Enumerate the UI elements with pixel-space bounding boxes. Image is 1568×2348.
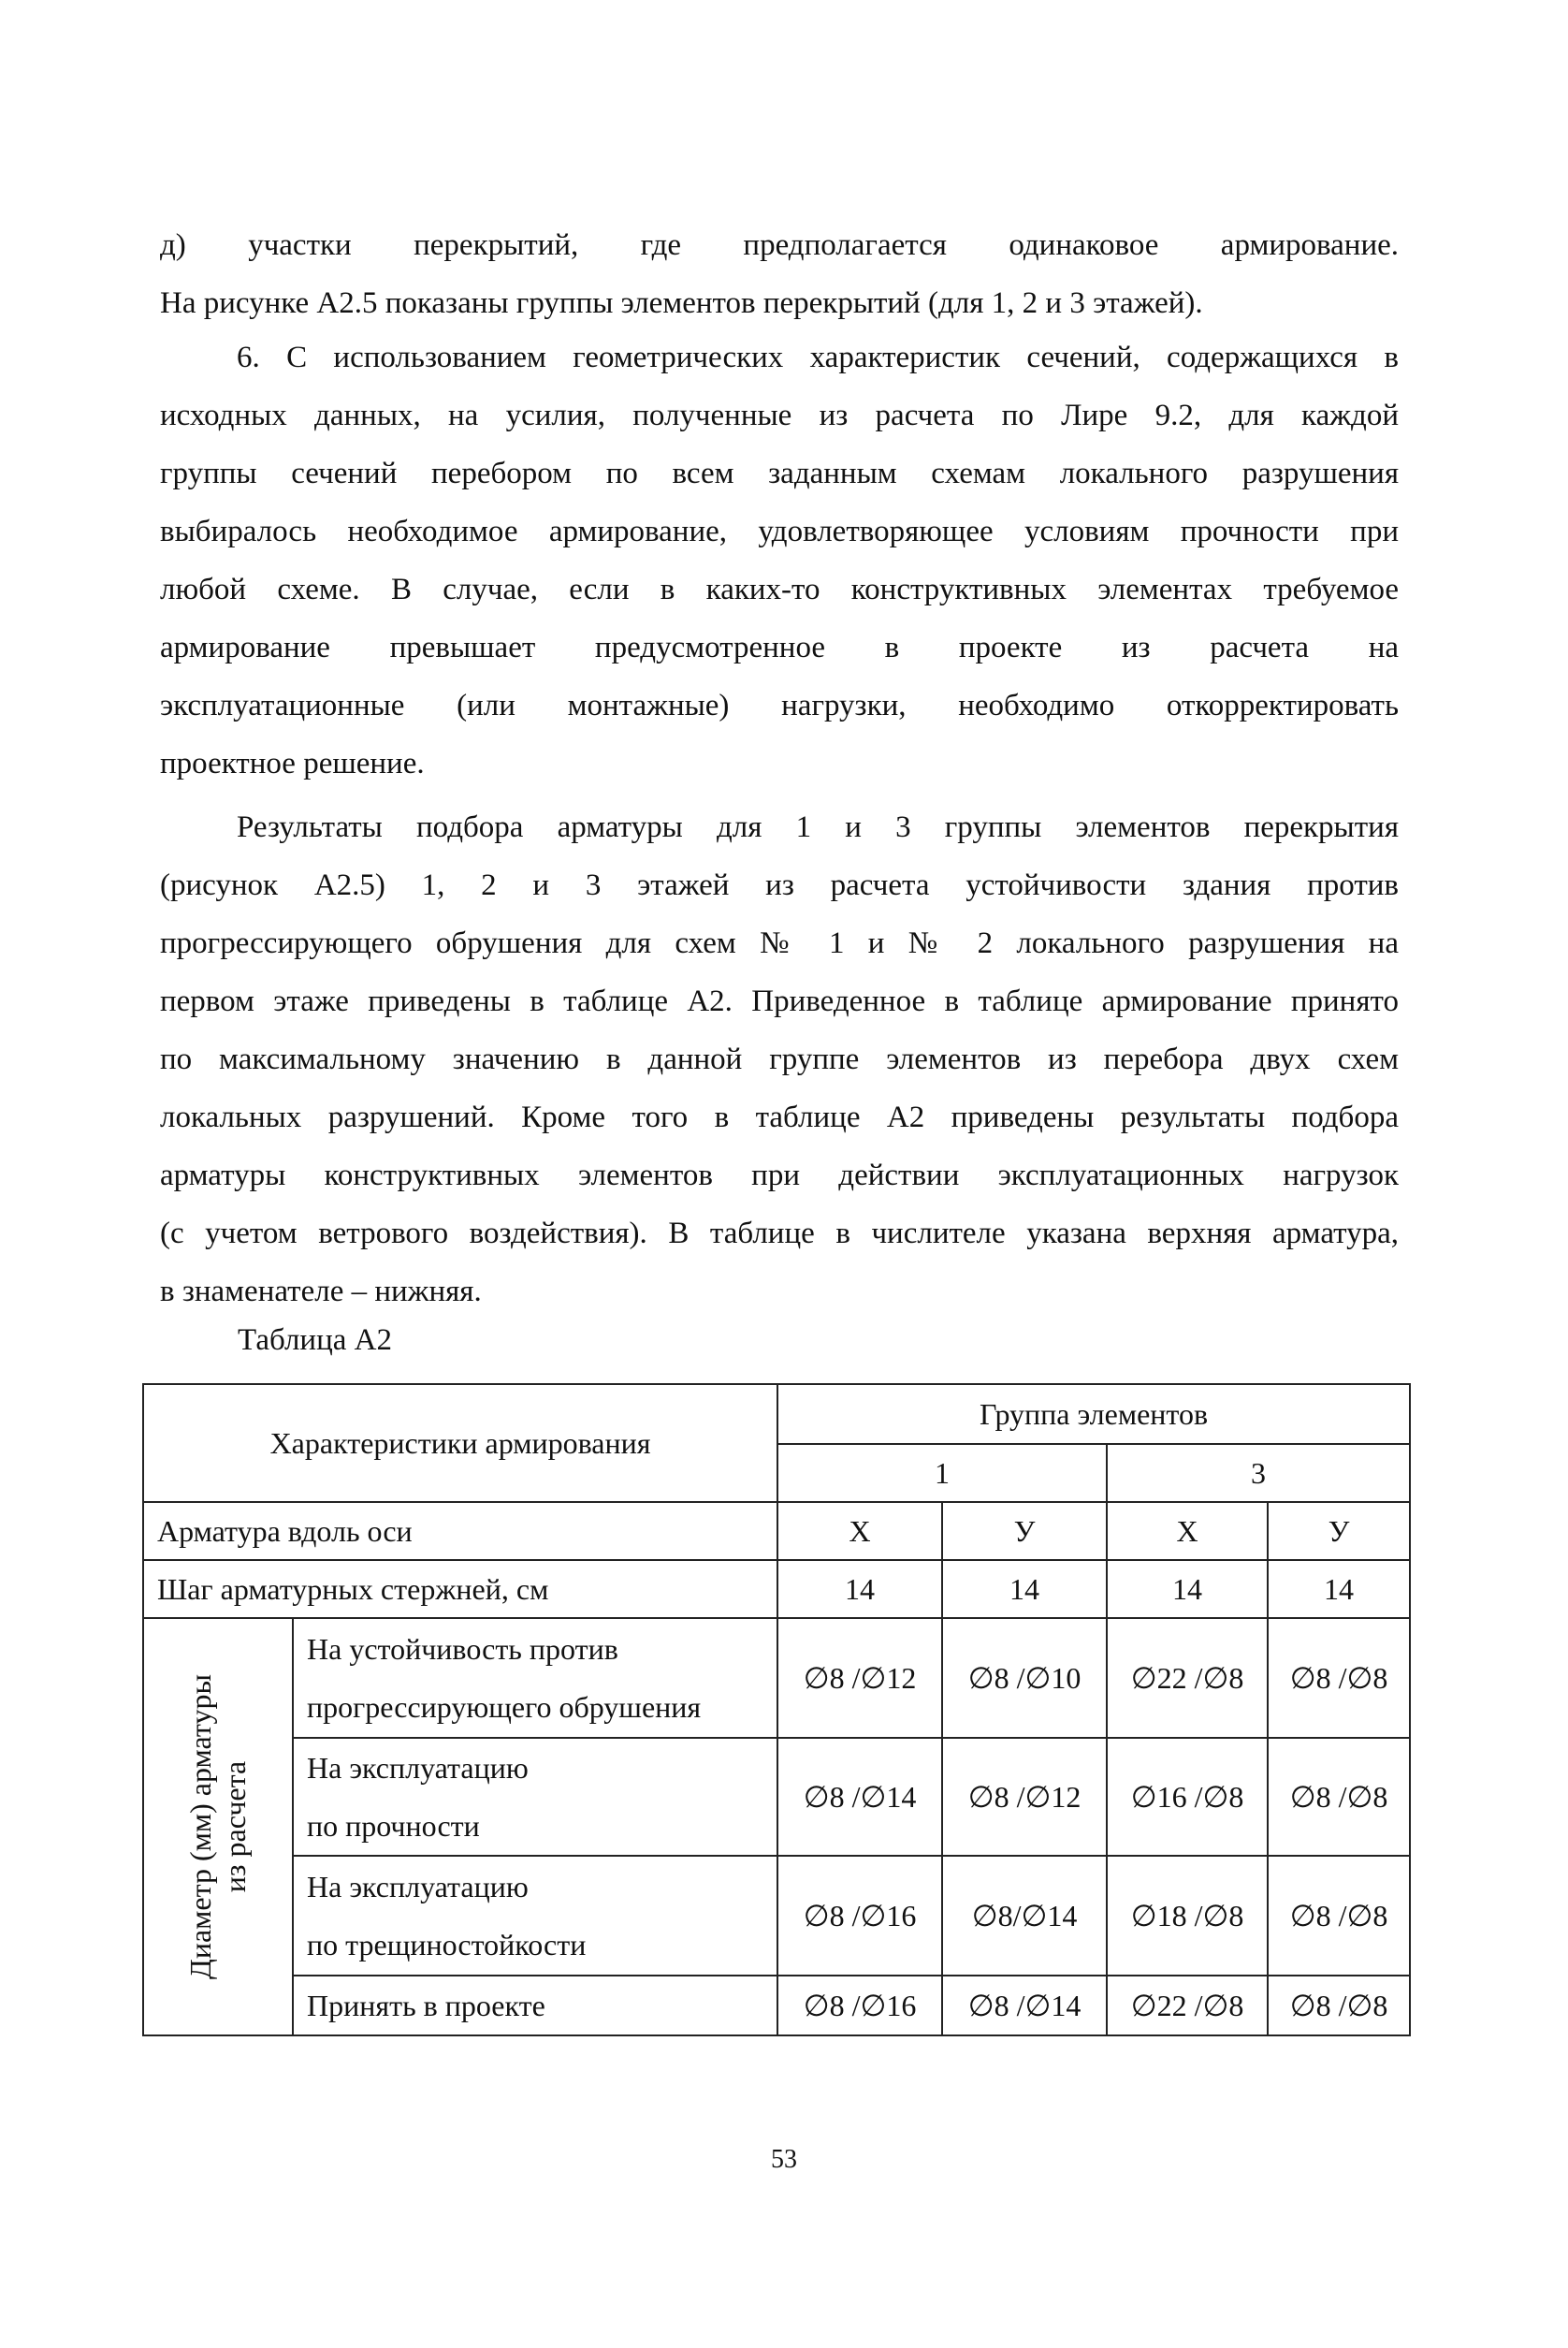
paragraph-6 xyxy=(160,328,1399,793)
text-line: (рисунок А2.5) 1, 2 и 3 этажей из расчета устойчивости здания против xyxy=(160,868,1399,902)
axis-row-label: Арматура вдоль оси xyxy=(143,1502,777,1560)
table-cell: Х xyxy=(1107,1502,1268,1560)
reinforcement-table xyxy=(142,1383,1411,2036)
text-line: проектное решение. xyxy=(160,747,425,780)
text-line: прогрессирующего обрушения для схем № 1 и № 2 локального разрушения на xyxy=(160,926,1399,960)
table-cell: 14 xyxy=(1268,1560,1410,1618)
text-line: группы сечений перебором по всем заданным схемам локального разрушения xyxy=(160,457,1399,490)
row-label-stability xyxy=(293,1618,777,1738)
diameter-label-line-1: Диаметр (мм) арматуры xyxy=(183,1674,217,1979)
table-cell: ∅16 /∅8 xyxy=(1107,1738,1268,1856)
text-line: Результаты подбора арматуры для 1 и 3 группы элементов перекрытия xyxy=(237,810,1399,844)
diameter-label xyxy=(183,1674,253,1979)
row-label-line: На эксплуатацию xyxy=(307,1751,529,1785)
text-line: арматуры конструктивных элементов при действии эксплуатационных нагрузок xyxy=(160,1159,1399,1192)
table-cell: ∅8 /∅8 xyxy=(1268,1976,1410,2035)
table-cell: ∅18 /∅8 xyxy=(1107,1856,1268,1976)
table-cell: ∅8 /∅10 xyxy=(942,1618,1107,1738)
table-cell: ∅8 /∅16 xyxy=(777,1976,942,2035)
text-line: по максимальному значению в данной группе элементов из перебора двух схем xyxy=(160,1043,1399,1076)
table-cell: ∅22 /∅8 xyxy=(1107,1976,1268,2035)
text-line: любой схеме. В случае, если в каких-то конструктивных элементах требуемое xyxy=(160,573,1399,606)
row-label-line: по трещиностойкости xyxy=(307,1928,587,1962)
row-label-line: по прочности xyxy=(307,1809,480,1843)
row-label-line: прогрессирующего обрушения xyxy=(307,1690,702,1724)
row-label-crack-resistance xyxy=(293,1856,777,1976)
paragraph-results xyxy=(160,798,1399,1320)
text-line: первом этаже приведены в таблице А2. Приведенное в таблице армирование принято xyxy=(160,984,1399,1018)
text-line: (с учетом ветрового воздействия). В таблице в числителе указана верхняя арматура, xyxy=(160,1217,1399,1250)
step-row-label: Шаг арматурных стержней, см xyxy=(143,1560,777,1618)
table-cell: ∅8 /∅16 xyxy=(777,1856,942,1976)
text-line: На рисунке А2.5 показаны группы элементов перекрытий (для 1, 2 и 3 этажей). xyxy=(160,286,1203,320)
text-line: исходных данных, на усилия, полученные из расчета по Лире 9.2, для каждой xyxy=(160,399,1399,432)
table-cell: ∅8 /∅14 xyxy=(942,1976,1107,2035)
table-cell: ∅8 /∅8 xyxy=(1268,1738,1410,1856)
table-cell: ∅8/∅14 xyxy=(942,1856,1107,1976)
table-cell: ∅8 /∅8 xyxy=(1268,1618,1410,1738)
row-label-strength xyxy=(293,1738,777,1856)
table-cell: ∅8 /∅12 xyxy=(942,1738,1107,1856)
text-line: локальных разрушений. Кроме того в таблице А2 приведены результаты подбора xyxy=(160,1101,1399,1134)
table-cell: 14 xyxy=(942,1560,1107,1618)
page-number: 53 xyxy=(771,2145,797,2174)
table-cell: 14 xyxy=(1107,1560,1268,1618)
table-cell: 14 xyxy=(777,1560,942,1618)
text-line: выбиралось необходимое армирование, удовлетворяющее условиям прочности при xyxy=(160,515,1399,548)
text-line: 6. С использованием геометрических характеристик сечений, содержащихся в xyxy=(237,341,1399,374)
row-label-line: На устойчивость против xyxy=(307,1632,618,1666)
diameter-label-line-2: из расчета xyxy=(218,1760,252,1893)
header-group: Группа элементов xyxy=(777,1384,1410,1444)
row-label-accept: Принять в проекте xyxy=(293,1976,777,2035)
table-cell: ∅22 /∅8 xyxy=(1107,1618,1268,1738)
header-group-1: 1 xyxy=(777,1444,1107,1502)
text-line: эксплуатационные (или монтажные) нагрузки, необходимо откорректировать xyxy=(160,689,1399,722)
table-cell: У xyxy=(1268,1502,1410,1560)
text-line: д) участки перекрытий, где предполагается одинаковое армирование. xyxy=(160,228,1399,262)
paragraph-d xyxy=(160,216,1399,332)
table-cell: Х xyxy=(777,1502,942,1560)
table-cell: ∅8 /∅8 xyxy=(1268,1856,1410,1976)
diameter-group-cell xyxy=(143,1618,293,2035)
table-caption: Таблица А2 xyxy=(238,1323,392,1357)
table-cell: ∅8 /∅14 xyxy=(777,1738,942,1856)
table-cell: ∅8 /∅12 xyxy=(777,1618,942,1738)
header-characteristics: Характеристики армирования xyxy=(143,1384,777,1502)
header-group-3: 3 xyxy=(1107,1444,1410,1502)
text-line: армирование превышает предусмотренное в проекте из расчета на xyxy=(160,631,1399,664)
text-line: в знаменателе – нижняя. xyxy=(160,1275,482,1308)
table-cell: У xyxy=(942,1502,1107,1560)
row-label-line: На эксплуатацию xyxy=(307,1870,529,1903)
